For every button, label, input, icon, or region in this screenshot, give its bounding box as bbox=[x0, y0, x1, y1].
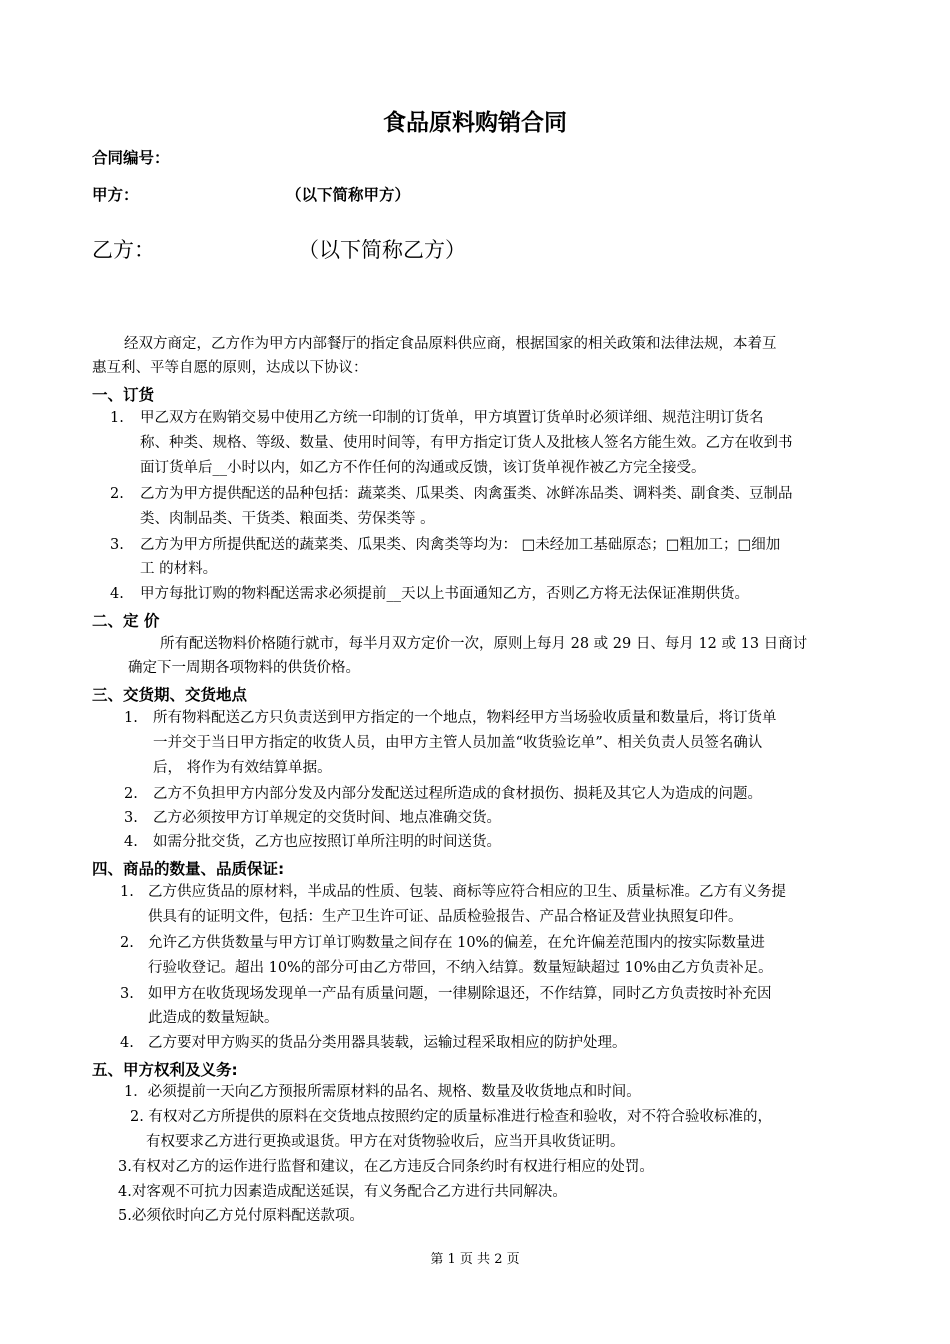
list-item-number: 1. bbox=[120, 884, 134, 900]
list-item-number: 3. bbox=[110, 537, 124, 553]
paragraph-line: 5.必须依时向乙方兑付原料配送款项。 bbox=[118, 1208, 364, 1224]
section-heading: 二、定 价 bbox=[92, 612, 160, 630]
list-item-number: 4. bbox=[124, 834, 138, 850]
list-item-line: 乙方不负担甲方内部分发及内部分发配送过程所造成的食材损伤、损耗及其它人为造成的问题。 bbox=[153, 786, 762, 802]
list-item-line: 如需分批交货，乙方也应按照订单所注明的时间送货。 bbox=[153, 834, 501, 850]
list-item-line: 称、种类、规格、等级、数量、使用时间等，有甲方指定订货人及批核人签名方能生效。乙方在收到书 bbox=[140, 435, 793, 451]
list-item-line: 工 的材料。 bbox=[140, 561, 218, 577]
list-item-line: 行验收登记。超出 10%的部分可由乙方带回，不纳入结算。数量短缺超过 10%由乙方负责补足。 bbox=[148, 960, 773, 976]
list-item-number: 1. bbox=[124, 710, 138, 726]
paragraph-line: 3.有权对乙方的运作进行监督和建议，在乙方违反合同条约时有权进行相应的处罚。 bbox=[118, 1159, 654, 1175]
list-item-line: 允许乙方供货数量与甲方订单订购数量之间存在 10%的偏差，在允许偏差范围内的按实际数量进 bbox=[148, 935, 765, 951]
paragraph-line: 所有配送物料价格随行就市，每半月双方定价一次，原则上每月 28 或 29 日、每月 12 或 13 日商讨 bbox=[160, 636, 808, 652]
paragraph-line: 有权要求乙方进行更换或退货。甲方在对货物验收后，应当开具收货证明。 bbox=[146, 1134, 625, 1150]
paragraph-line: 4.对客观不可抗力因素造成配送延误，有义务配合乙方进行共同解决。 bbox=[118, 1184, 567, 1200]
intro-line: 经双方商定，乙方作为甲方内部餐厅的指定食品原料供应商，根据国家的相关政策和法律法规，本着互 bbox=[124, 336, 777, 352]
list-item-number: 1. bbox=[110, 410, 124, 426]
list-item-number: 2. bbox=[120, 935, 134, 951]
list-item-line: 一并交于当日甲方指定的收货人员，由甲方主管人员加盖“收货验讫单”、相关负责人员签名确认 bbox=[153, 735, 763, 751]
document-title: 食品原料购销合同 bbox=[383, 110, 567, 136]
list-item-number: 4. bbox=[120, 1035, 134, 1051]
party-a-label: 甲方： bbox=[92, 186, 139, 204]
section-heading: 四、商品的数量、品质保证: bbox=[92, 860, 285, 878]
list-item-line: 此造成的数量短缺。 bbox=[148, 1010, 279, 1026]
intro-line: 惠互利、平等自愿的原则，达成以下协议： bbox=[92, 360, 368, 376]
page-footer: 第 1 页 共 2 页 bbox=[430, 1252, 520, 1267]
list-item-number: 3. bbox=[120, 986, 134, 1002]
paragraph-line: 2. 有权对乙方所提供的原料在交货地点按照约定的质量标准进行检查和验收，对不符合验收标准的， bbox=[130, 1109, 772, 1125]
list-item-line: 乙方为甲方提供配送的品种包括：蔬菜类、瓜果类、肉禽蛋类、冰鲜冻品类、调料类、副食类、豆制品 bbox=[140, 486, 793, 502]
list-item-number: 3. bbox=[124, 810, 138, 826]
list-item-line: 乙方供应货品的原材料，半成品的性质、包装、商标等应符合相应的卫生、质量标准。乙方有义务提 bbox=[148, 884, 786, 900]
list-item-line: 乙方要对甲方购买的货品分类用器具装载，运输过程采取相应的防护处理。 bbox=[148, 1035, 627, 1051]
party-a-note: （以下简称甲方） bbox=[286, 186, 411, 204]
party-b-note: （以下简称乙方） bbox=[298, 238, 466, 262]
paragraph-line: 确定下一周期各项物料的供货价格。 bbox=[128, 660, 360, 676]
section-heading: 一、订货 bbox=[92, 386, 155, 404]
list-item-line: 所有物料配送乙方只负责送到甲方指定的一个地点，物料经甲方当场验收质量和数量后，将订货单 bbox=[153, 710, 777, 726]
list-item-line: 如甲方在收货现场发现单一产品有质量问题，一律剔除退还，不作结算，同时乙方负责按时补充因 bbox=[148, 986, 772, 1002]
list-item-number: 2. bbox=[124, 786, 138, 802]
list-item-line: 后， 将作为有效结算单据。 bbox=[153, 760, 332, 776]
list-item-number: 2. bbox=[110, 486, 124, 502]
list-item-line: 面订货单后__小时以内，如乙方不作任何的沟通或反馈，该订货单视作被乙方完全接受。 bbox=[140, 460, 706, 476]
party-b-label: 乙方： bbox=[92, 238, 155, 262]
list-item-line: 供具有的证明文件，包括：生产卫生许可证、品质检验报告、产品合格证及营业执照复印件。 bbox=[148, 909, 743, 925]
list-item-line: 类、肉制品类、干货类、粮面类、劳保类等 。 bbox=[140, 511, 435, 527]
list-item-line: 甲乙双方在购销交易中使用乙方统一印制的订货单，甲方填置订货单时必须详细、规范注明订货名 bbox=[140, 410, 764, 426]
list-item-line: 乙方必须按甲方订单规定的交货时间、地点准确交货。 bbox=[153, 810, 501, 826]
paragraph-line: 1．必须提前一天向乙方预报所需原材料的品名、规格、数量及收货地点和时间。 bbox=[124, 1084, 641, 1100]
section-heading: 五、甲方权利及义务: bbox=[92, 1061, 238, 1079]
list-item-line: 乙方为甲方所提供配送的蔬菜类、瓜果类、肉禽类等均为： □未经加工基础原态；□粗加工；□细加 bbox=[140, 537, 781, 553]
list-item-number: 4. bbox=[110, 586, 124, 602]
list-item-line: 甲方每批订购的物料配送需求必须提前__天以上书面通知乙方，否则乙方将无法保证准期供货。 bbox=[140, 586, 749, 602]
section-heading: 三、交货期、交货地点 bbox=[92, 686, 248, 704]
contract-number-label: 合同编号： bbox=[92, 149, 170, 167]
